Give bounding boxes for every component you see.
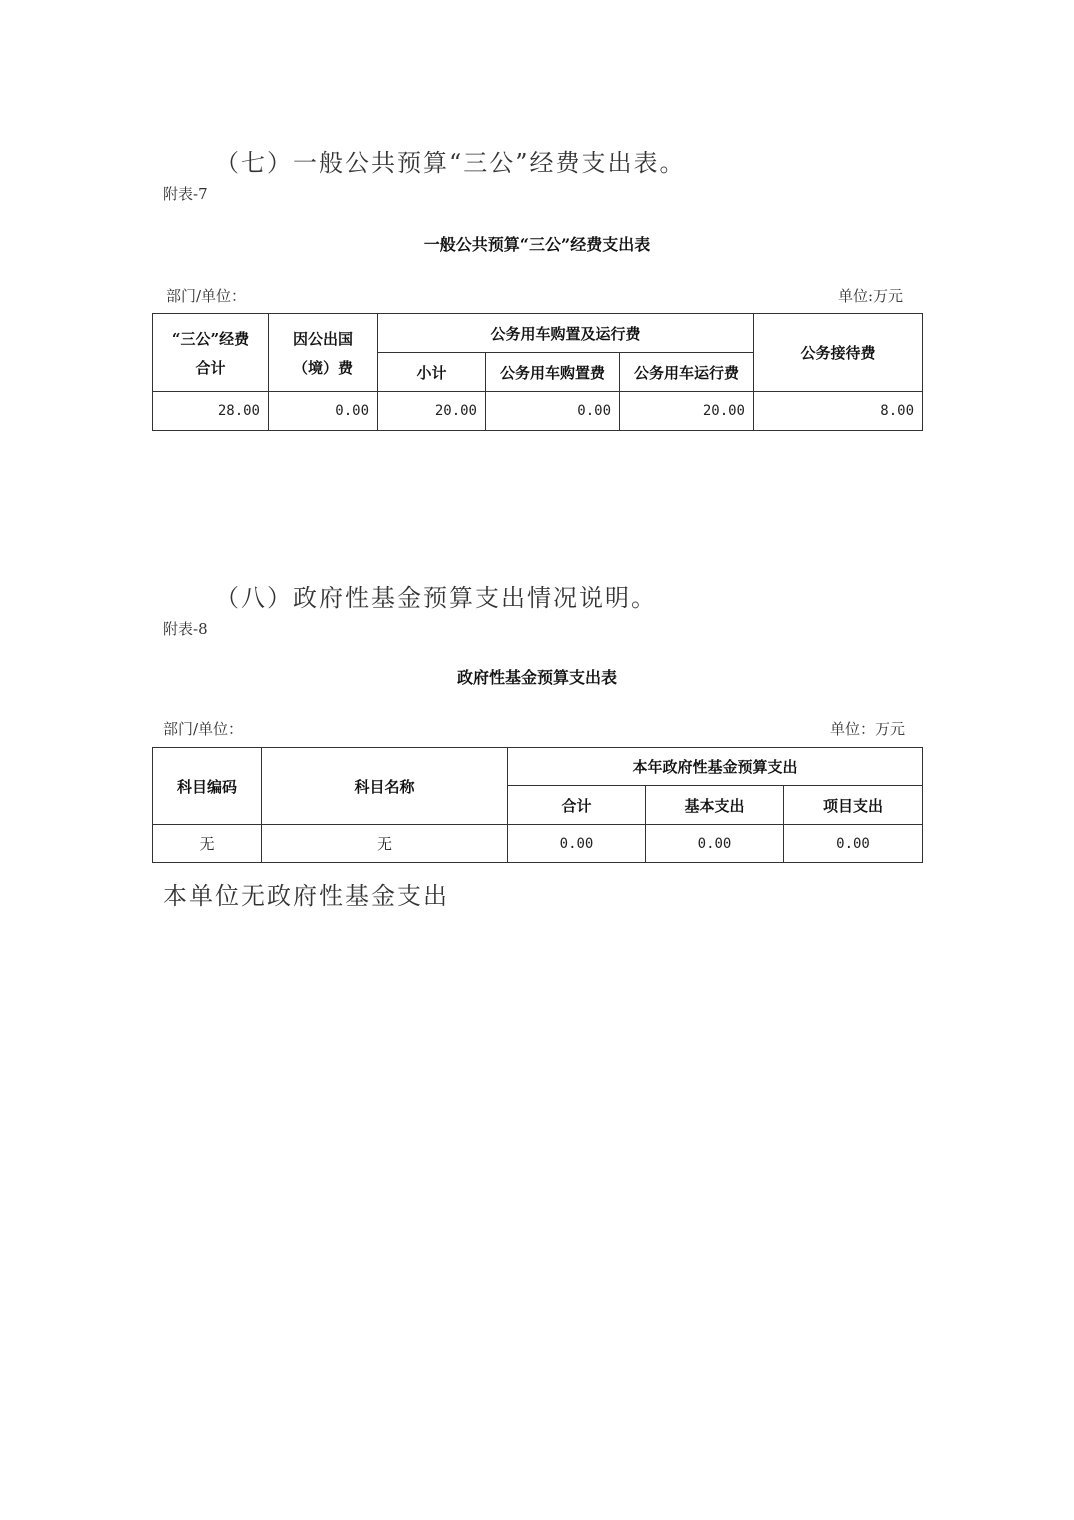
table-7-title: 一般公共预算“三公”经费支出表 (423, 235, 651, 254)
cell-fund-project: 0.00 (784, 825, 923, 863)
table-7-unit-label: 单位:万元 (838, 287, 904, 305)
cell-total: 28.00 (153, 392, 269, 431)
section-7-heading: （七）一般公共预算“三公”经费支出表。 (215, 149, 686, 177)
header-code: 科目编码 (153, 748, 262, 825)
table-8-header-row-1 (153, 748, 923, 786)
table-8-unit-label: 单位：万元 (830, 720, 906, 738)
cell-reception: 8.00 (754, 392, 923, 431)
cell-name: 无 (262, 825, 508, 863)
table-8-dept-label: 部门/单位： (163, 720, 244, 738)
header-name: 科目名称 (262, 748, 508, 825)
table-row (153, 825, 923, 863)
cell-code: 无 (153, 825, 262, 863)
appendix-8-label: 附表-8 (163, 620, 208, 638)
header-subtotal: 小计 (378, 353, 486, 392)
header-vehicle-group: 公务用车购置及运行费 (378, 314, 754, 353)
header-fund-total: 合计 (508, 786, 646, 825)
header-reception: 公务接待费 (754, 314, 923, 392)
table-8-title: 政府性基金预算支出表 (456, 668, 617, 687)
table-row (153, 392, 923, 431)
no-fund-expense-note: 本单位无政府性基金支出 (163, 882, 449, 910)
cell-fund-total: 0.00 (508, 825, 646, 863)
three-public-expense-table (152, 313, 923, 431)
header-fund-project: 项目支出 (784, 786, 923, 825)
cell-vehicle-operation: 20.00 (620, 392, 754, 431)
cell-subtotal: 20.00 (378, 392, 486, 431)
cell-vehicle-purchase: 0.00 (486, 392, 620, 431)
table-7-dept-label: 部门/单位： (166, 287, 247, 305)
section-8-heading: （八）政府性基金预算支出情况说明。 (215, 584, 657, 612)
header-vehicle-purchase: 公务用车购置费 (486, 353, 620, 392)
government-fund-expense-table (152, 747, 923, 863)
cell-abroad: 0.00 (269, 392, 378, 431)
header-abroad: 因公出国 （境）费 (269, 314, 378, 392)
cell-fund-basic: 0.00 (646, 825, 784, 863)
header-total: “三公”经费 合计 (153, 314, 269, 392)
appendix-7-label: 附表-7 (163, 185, 208, 203)
header-fund-group: 本年政府性基金预算支出 (508, 748, 923, 786)
table-7-header-row-1 (153, 314, 923, 353)
header-vehicle-operation: 公务用车运行费 (620, 353, 754, 392)
header-fund-basic: 基本支出 (646, 786, 784, 825)
